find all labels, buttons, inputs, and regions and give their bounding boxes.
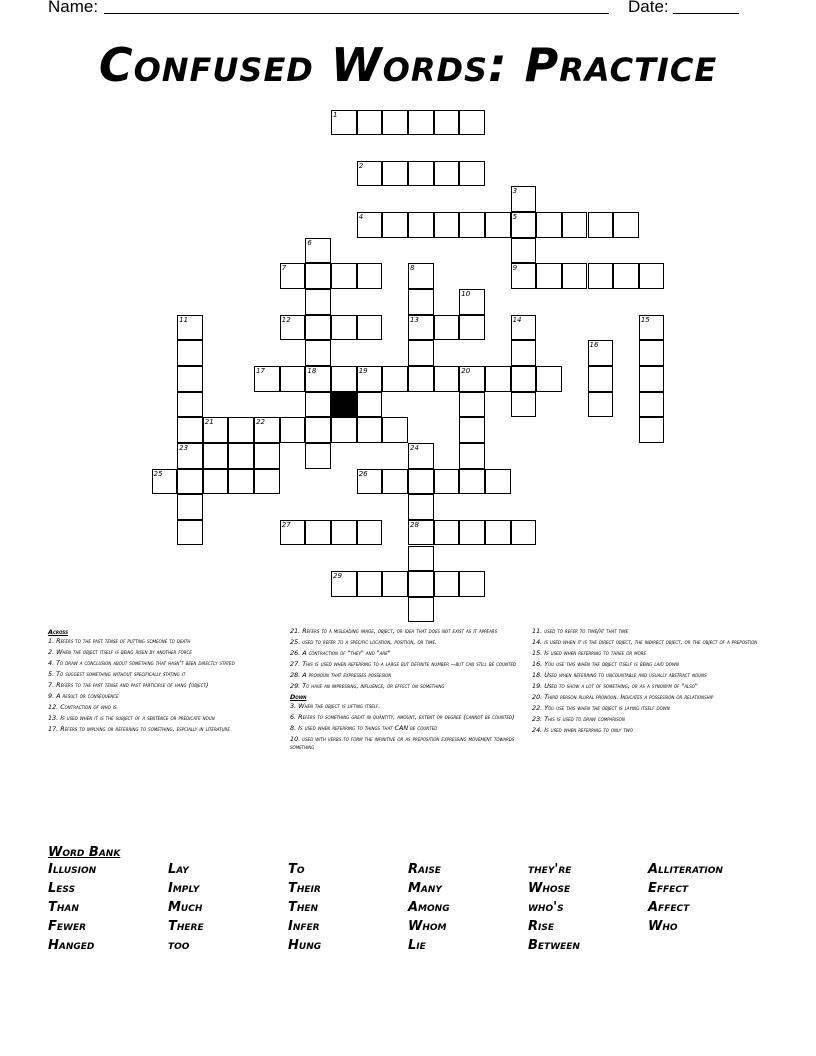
crossword-cell[interactable]	[485, 520, 511, 546]
crossword-cell[interactable]	[511, 520, 537, 546]
crossword-cell[interactable]	[459, 110, 485, 136]
crossword-cell[interactable]	[280, 366, 306, 392]
crossword-cell[interactable]	[459, 417, 485, 443]
crossword-cell[interactable]	[459, 366, 485, 392]
crossword-cell[interactable]	[331, 520, 357, 546]
crossword-cell[interactable]	[177, 520, 203, 546]
crossword-cell[interactable]	[357, 366, 383, 392]
across-clue: 5. To suggest something without specifically stating it	[48, 670, 186, 678]
crossword-cell[interactable]	[588, 212, 614, 238]
crossword-cell[interactable]	[357, 110, 383, 136]
crossword-cell[interactable]	[459, 571, 485, 597]
crossword-cell[interactable]	[305, 263, 331, 289]
word-bank-item: Raise	[408, 862, 441, 877]
word-bank-item: Than	[48, 900, 79, 915]
crossword-cell[interactable]	[408, 443, 434, 469]
clue-number: 8	[410, 264, 415, 273]
crossword-cell[interactable]	[434, 161, 460, 187]
crossword-cell[interactable]	[408, 546, 434, 572]
crossword-cell[interactable]	[408, 289, 434, 315]
crossword-cell[interactable]	[357, 315, 383, 341]
word-bank-item: Infer	[288, 919, 320, 934]
across-clue: 29. To have an impressing, influence, or effect on something	[290, 682, 445, 690]
clue-number: 27	[281, 520, 291, 529]
crossword-cell[interactable]	[254, 469, 280, 495]
date-label: Date:	[628, 0, 669, 16]
crossword-cell[interactable]	[228, 417, 254, 443]
word-bank-item: Between	[528, 938, 580, 953]
clues-column-1	[48, 627, 268, 736]
down-clue: 8. Is used when referring to things that CAN be counted	[290, 724, 438, 732]
crossword-cell[interactable]	[382, 469, 408, 495]
crossword-cell[interactable]	[408, 494, 434, 520]
word-bank-item: Affect	[648, 900, 690, 915]
crossword-cell[interactable]	[408, 212, 434, 238]
crossword-cell[interactable]	[459, 212, 485, 238]
crossword-cell[interactable]	[177, 315, 203, 341]
clue-number: 10	[461, 290, 471, 299]
clue-number: 21	[204, 418, 214, 427]
clue-number: 9	[512, 264, 518, 273]
crossword-cell[interactable]	[305, 315, 331, 341]
crossword-cell[interactable]	[357, 571, 383, 597]
crossword-cell[interactable]	[203, 443, 229, 469]
clue-number: 17	[256, 367, 266, 375]
word-bank-item: Then	[288, 900, 319, 915]
crossword-cell[interactable]	[639, 340, 665, 366]
down-clue: 24. Is used when referring to only two	[532, 726, 633, 734]
across-clue: 25. used to refer to a specific location, position, or time.	[290, 638, 438, 646]
crossword-cell[interactable]	[639, 366, 665, 392]
clue-number: 22	[256, 418, 266, 427]
clue-number: 26	[358, 469, 368, 478]
crossword-cell[interactable]	[382, 110, 408, 136]
down-clue: 23. This is used to draw comparison	[532, 715, 625, 723]
name-label: Name:	[48, 0, 99, 16]
crossword-cell[interactable]	[203, 469, 229, 495]
word-bank-item: Effect	[648, 881, 689, 896]
crossword-cell[interactable]	[434, 571, 460, 597]
crossword-cell[interactable]	[588, 263, 614, 289]
crossword-cell[interactable]	[511, 263, 537, 289]
down-clue: 15. Is used when referring to three or more	[532, 649, 647, 657]
crossword-cell[interactable]	[331, 366, 357, 392]
clue-number: 25	[153, 469, 163, 478]
crossword-cell[interactable]	[280, 417, 306, 443]
crossword-cell[interactable]	[408, 366, 434, 392]
word-bank-item: Much	[168, 900, 203, 915]
crossword-cell[interactable]	[152, 469, 178, 495]
crossword-cell[interactable]	[408, 520, 434, 546]
word-bank-item: Illusion	[48, 862, 97, 877]
across-clue: 17. Refers to implying or referring to something, espcially in literature	[48, 725, 230, 733]
crossword-cell[interactable]	[305, 366, 331, 392]
crossword-cell[interactable]	[357, 161, 383, 187]
word-bank-item: Fewer	[48, 919, 87, 934]
clue-number: 24	[410, 443, 419, 452]
clue-number: 16	[589, 341, 599, 350]
clue-number: 20	[461, 367, 471, 375]
crossword-cell[interactable]	[639, 315, 665, 341]
crossword-cell[interactable]	[177, 494, 203, 520]
across-clue: 12. Contraction of who is	[48, 703, 117, 711]
crossword-cell[interactable]	[588, 392, 614, 418]
crossword-cell[interactable]	[434, 212, 460, 238]
crossword-cell[interactable]	[639, 417, 665, 443]
crossword-cell[interactable]	[459, 161, 485, 187]
crossword-cell[interactable]	[408, 597, 434, 623]
crossword-cell[interactable]	[357, 263, 383, 289]
crossword-cell[interactable]	[562, 263, 588, 289]
clue-number: 23	[179, 443, 189, 452]
crossword-cell[interactable]	[280, 263, 306, 289]
crossword-cell[interactable]	[511, 366, 537, 392]
clue-number: 19	[358, 367, 368, 375]
crossword-cell[interactable]	[254, 417, 280, 443]
crossword-cell[interactable]	[357, 392, 383, 418]
word-bank-item: Lie	[408, 938, 426, 953]
crossword-cell[interactable]	[357, 520, 383, 546]
down-clue: 6. Refers to something great in quantity, amount, extent or degree (cannot be counted)	[290, 713, 515, 721]
word-bank-item: they're	[528, 862, 572, 877]
crossword-cell[interactable]	[485, 469, 511, 495]
clue-number: 2	[358, 161, 364, 170]
crossword-cell[interactable]	[305, 443, 331, 469]
crossword-cell[interactable]	[228, 443, 254, 469]
down-clue: 14. is used when it is the direct object, the indirect object, or the object of a prepostion	[532, 638, 758, 646]
crossword-cell[interactable]	[459, 315, 485, 341]
down-clue: 16. You use this when the object itself is being laid down	[532, 660, 679, 668]
crossword-cell[interactable]	[357, 212, 383, 238]
down-clue: 22. You use this when the object is laying itself down	[532, 704, 670, 712]
crossword-cell[interactable]	[639, 392, 665, 418]
crossword-cell[interactable]	[305, 520, 331, 546]
word-bank-item: Imply	[168, 881, 200, 896]
down-clue: 3. When the object is lifting itself.	[290, 702, 381, 710]
crossword-cell[interactable]	[305, 340, 331, 366]
clues-column-3	[532, 627, 762, 737]
word-bank-item: Rise	[528, 919, 554, 934]
across-heading: Across	[48, 628, 68, 636]
word-bank-item: To	[288, 862, 305, 877]
crossword-cell[interactable]	[280, 315, 306, 341]
word-bank-item: Less	[48, 881, 76, 896]
crossword-cell[interactable]	[254, 443, 280, 469]
crossword-cell[interactable]	[177, 366, 203, 392]
crossword-cell[interactable]	[511, 340, 537, 366]
crossword-cell[interactable]	[177, 340, 203, 366]
clue-number: 12	[281, 315, 291, 324]
clue-number: 3	[512, 187, 518, 196]
crossword-cell[interactable]	[485, 366, 511, 392]
clue-number: 29	[333, 572, 342, 581]
clue-number: 6	[307, 238, 312, 247]
crossword-cell[interactable]	[228, 469, 254, 495]
across-clue: 13. Is used when it is the subject of a sentence or predicate noun	[48, 714, 215, 722]
crossword-cell[interactable]	[408, 161, 434, 187]
crossword-cell[interactable]	[382, 571, 408, 597]
crossword-cell[interactable]	[280, 520, 306, 546]
crossword-cell[interactable]	[459, 443, 485, 469]
crossword-cell[interactable]	[511, 186, 537, 212]
across-clue: 4. To draw a conclusion about something that hasn't been directly stated	[48, 659, 235, 667]
page-title: Confused Words: Practice	[98, 38, 718, 92]
down-clue: 20. Third person plural pronoun. Indicates a possession or relationship	[532, 693, 714, 701]
crossword-cell[interactable]	[382, 212, 408, 238]
crossword-cell[interactable]	[511, 238, 537, 264]
down-clue: 10. used with verbs to form the infinitive or as preposition expressing movement towards something	[290, 735, 515, 751]
black-square	[331, 392, 357, 418]
word-bank-item: Among	[408, 900, 450, 915]
crossword-cell[interactable]	[459, 392, 485, 418]
across-clue: 27. This is used when referring to a large but definite number --but can still be counted	[290, 660, 517, 668]
crossword-cell[interactable]	[177, 392, 203, 418]
crossword-cell[interactable]	[203, 417, 229, 443]
crossword-cell[interactable]	[536, 366, 562, 392]
crossword-cell[interactable]	[331, 571, 357, 597]
crossword-cell[interactable]	[536, 212, 562, 238]
crossword-cell[interactable]	[434, 110, 460, 136]
word-bank-item: Many	[408, 881, 442, 896]
crossword-cell[interactable]	[254, 366, 280, 392]
word-bank-item: Hanged	[48, 938, 95, 953]
crossword-cell[interactable]	[588, 366, 614, 392]
crossword-cell[interactable]	[408, 340, 434, 366]
word-bank-item: too	[168, 938, 190, 953]
word-bank-item: Whose	[528, 881, 571, 896]
word-bank-item: Lay	[168, 862, 189, 877]
crossword-cell[interactable]	[408, 315, 434, 341]
crossword-cell[interactable]	[331, 110, 357, 136]
crossword-cell[interactable]	[613, 263, 639, 289]
crossword-cell[interactable]	[331, 263, 357, 289]
crossword-cell[interactable]	[408, 110, 434, 136]
crossword-cell[interactable]	[485, 212, 511, 238]
clue-number: 5	[512, 213, 518, 222]
clue-number: 7	[281, 264, 287, 273]
crossword-cell[interactable]	[459, 520, 485, 546]
word-bank-item: Hung	[288, 938, 322, 953]
clue-number: 28	[410, 520, 419, 529]
clue-number: 11	[179, 315, 189, 324]
clue-number: 18	[307, 367, 317, 375]
word-bank-item: who's	[528, 900, 564, 915]
crossword-cell[interactable]	[408, 469, 434, 495]
clue-number: 14	[512, 315, 522, 324]
crossword-cell[interactable]	[408, 571, 434, 597]
down-heading: Down	[290, 693, 307, 701]
across-clue: 7. Refers to the past tense and past participle of hang (object)	[48, 681, 209, 689]
crossword-cell[interactable]	[434, 520, 460, 546]
clue-number: 4	[358, 213, 364, 222]
crossword-cell[interactable]	[177, 469, 203, 495]
across-clue: 9. A result or consequence	[48, 692, 119, 700]
across-clue: 2. When the object itself is being risen by another force	[48, 648, 192, 656]
clues-column-2	[290, 627, 518, 754]
crossword-cell[interactable]	[434, 315, 460, 341]
crossword-cell[interactable]	[305, 417, 331, 443]
crossword-cell[interactable]	[588, 340, 614, 366]
crossword-cell[interactable]	[511, 212, 537, 238]
crossword-cell[interactable]	[382, 161, 408, 187]
crossword-cell[interactable]	[331, 315, 357, 341]
down-clue: 18. Used when referring to uncountable and usually abstract nouns	[532, 671, 707, 679]
crossword-cell[interactable]	[459, 469, 485, 495]
word-bank-title: Word Bank	[48, 845, 121, 860]
crossword-cell[interactable]	[613, 212, 639, 238]
clue-number: 1	[333, 110, 338, 119]
down-clue: 11. used to refer to time/at that time	[532, 627, 629, 635]
across-clue: 28. A pronoun that expresses possesion	[290, 671, 392, 679]
crossword-cell[interactable]	[562, 212, 588, 238]
down-clue: 19. Used to show a lot of something, or as a synonym of "also"	[532, 682, 698, 690]
across-clue: 21. Refers to a misleading image, object, or idea that does not exist as it appears	[290, 627, 498, 635]
word-bank-item: Their	[288, 881, 321, 896]
crossword-cell[interactable]	[331, 417, 357, 443]
crossword-cell[interactable]	[408, 263, 434, 289]
crossword-cell[interactable]	[536, 263, 562, 289]
crossword-cell[interactable]	[357, 469, 383, 495]
crossword-cell[interactable]	[305, 289, 331, 315]
crossword-cell[interactable]	[177, 417, 203, 443]
crossword-cell[interactable]	[511, 315, 537, 341]
crossword-cell[interactable]	[305, 392, 331, 418]
across-clue: 1. Refers to the past tense of putting someone to death	[48, 637, 191, 645]
crossword-cell[interactable]	[305, 238, 331, 264]
crossword-cell[interactable]	[177, 443, 203, 469]
across-clue: 26. A contraction of "they" and "are"	[290, 649, 391, 657]
word-bank-item: Whom	[408, 919, 447, 934]
crossword-cell[interactable]	[434, 366, 460, 392]
crossword-cell[interactable]	[459, 289, 485, 315]
word-bank-item: Alliteration	[648, 862, 723, 877]
word-bank	[48, 862, 768, 962]
crossword-cell[interactable]	[357, 417, 383, 443]
clue-number: 13	[410, 315, 419, 324]
crossword-cell[interactable]	[382, 417, 408, 443]
word-bank-item: There	[168, 919, 204, 934]
word-bank-item: Who	[648, 919, 678, 934]
crossword-cell[interactable]	[511, 392, 537, 418]
clue-number: 15	[640, 315, 650, 324]
crossword-cell[interactable]	[382, 366, 408, 392]
crossword-cell[interactable]	[434, 469, 460, 495]
crossword-cell[interactable]	[639, 263, 665, 289]
